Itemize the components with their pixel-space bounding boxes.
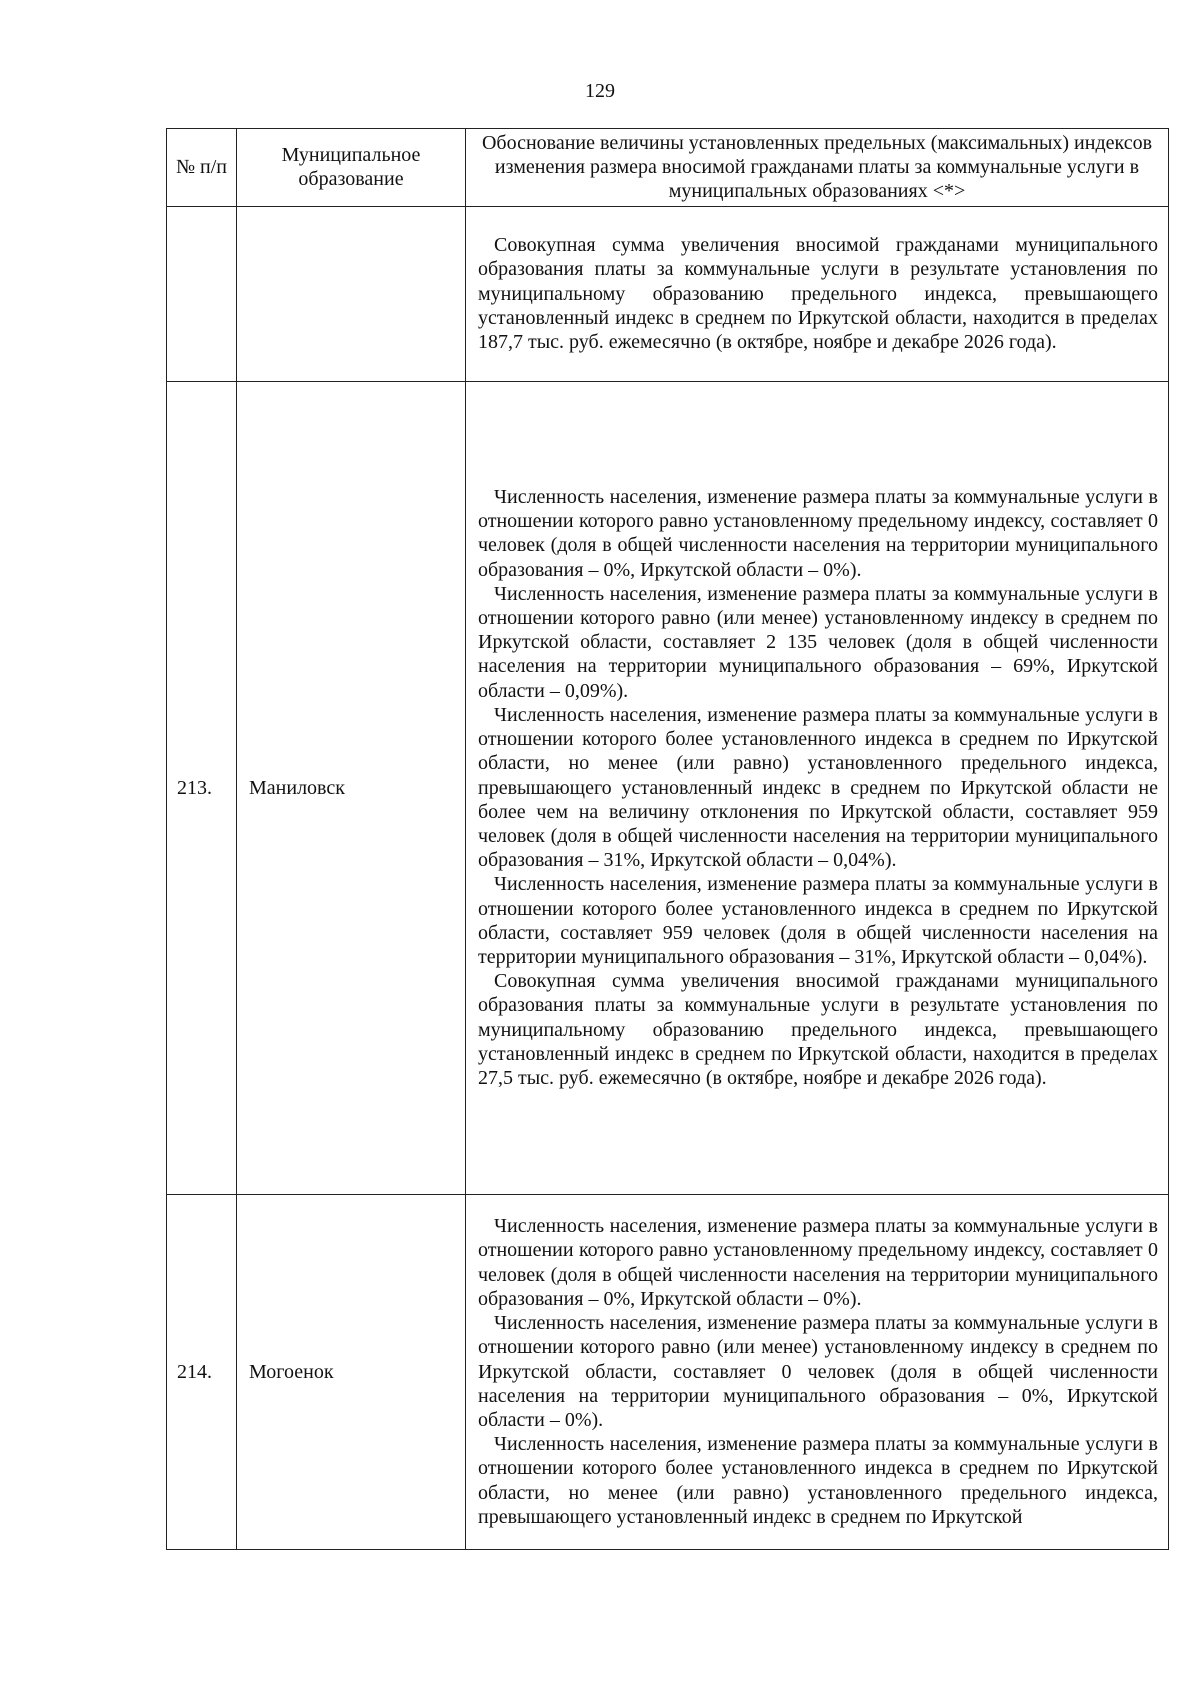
- row-municipality: Могоенок: [237, 1194, 466, 1549]
- justification-paragraph: Численность населения, изменение размера платы за коммунальные услуги в отношении которого равно установленному предельному индексу, составляет 0 человек (доля в общей численности населения на территории муниципального образования – 0%, Иркутской области – 0%).: [478, 1215, 1158, 1310]
- table-row-213: [167, 381, 1169, 1194]
- row-number: 213.: [167, 381, 237, 1194]
- justification-paragraph: Численность населения, изменение размера платы за коммунальные услуги в отношении которого более установленного индекса в среднем по Иркутской области, но менее (или равно) установленного предельного индекса, превышающего установленный индекс в среднем по Иркутской области не более чем на величину отклонения по Иркутской области, составляет 959 человек (доля в общей численности населения на территории муниципального образования – 31%, Иркутской области – 0,04%).: [478, 703, 1158, 872]
- justification-paragraph: Численность населения, изменение размера платы за коммунальные услуги в отношении которого равно установленному предельному индексу, составляет 0 человек (доля в общей численности населения на территории муниципального образования – 0%, Иркутской области – 0%).: [478, 486, 1158, 581]
- header-municipality: Муниципальное образование: [237, 129, 466, 207]
- table-row-continued: [167, 206, 1169, 381]
- row-municipality: Маниловск: [237, 381, 466, 1194]
- page-number: 129: [585, 80, 615, 102]
- justification-paragraph: Численность населения, изменение размера платы за коммунальные услуги в отношении которого равно (или менее) установленному индексу в среднем по Иркутской области, составляет 2 135 человек (доля в общей численности населения на территории муниципального образования – 69%, Иркутской области – 0,09%).: [478, 582, 1158, 702]
- row-number: 214.: [167, 1194, 237, 1549]
- header-justification: Обоснование величины установленных предельных (максимальных) индексов изменения размера вносимой гражданами платы за коммунальные услуги в муниципальных образованиях <*>: [466, 129, 1169, 207]
- justification-paragraph: Совокупная сумма увеличения вносимой гражданами муниципального образования платы за коммунальные услуги в результате установления по муниципальному образованию предельного индекса, превышающего установленный индекс в среднем по Иркутской области, находится в пределах 187,7 тыс. руб. ежемесячно (в октябре, ноябре и декабре 2026 года).: [478, 234, 1158, 353]
- tariff-justification-table: [166, 128, 1169, 1550]
- row-number: [167, 206, 237, 381]
- header-number: № п/п: [167, 129, 237, 207]
- table-header-row: [167, 129, 1169, 207]
- table-row-214: [167, 1194, 1169, 1549]
- justification-paragraph: Совокупная сумма увеличения вносимой гражданами муниципального образования платы за коммунальные услуги в результате установления по муниципальному образованию предельного индекса, превышающего установленный индекс в среднем по Иркутской области, находится в пределах 27,5 тыс. руб. ежемесячно (в октябре, ноябре и декабре 2026 года).: [478, 970, 1158, 1089]
- row-municipality: [237, 206, 466, 381]
- justification-paragraph: Численность населения, изменение размера платы за коммунальные услуги в отношении которого равно (или менее) установленному индексу в среднем по Иркутской области, составляет 0 человек (доля в общей численности населения на территории муниципального образования – 0%, Иркутской области – 0%).: [478, 1312, 1158, 1431]
- row-justification: [466, 1194, 1169, 1549]
- row-justification: [466, 381, 1169, 1194]
- row-justification: [466, 206, 1169, 381]
- justification-paragraph: Численность населения, изменение размера платы за коммунальные услуги в отношении которого более установленного индекса в среднем по Иркутской области, но менее (или равно) установленного предельного индекса, превышающего установленный индекс в среднем по Иркутской: [478, 1433, 1158, 1528]
- justification-paragraph: Численность населения, изменение размера платы за коммунальные услуги в отношении которого более установленного индекса в среднем по Иркутской области, составляет 959 человек (доля в общей численности населения на территории муниципального образования – 31%, Иркутской области – 0,04%).: [478, 873, 1158, 968]
